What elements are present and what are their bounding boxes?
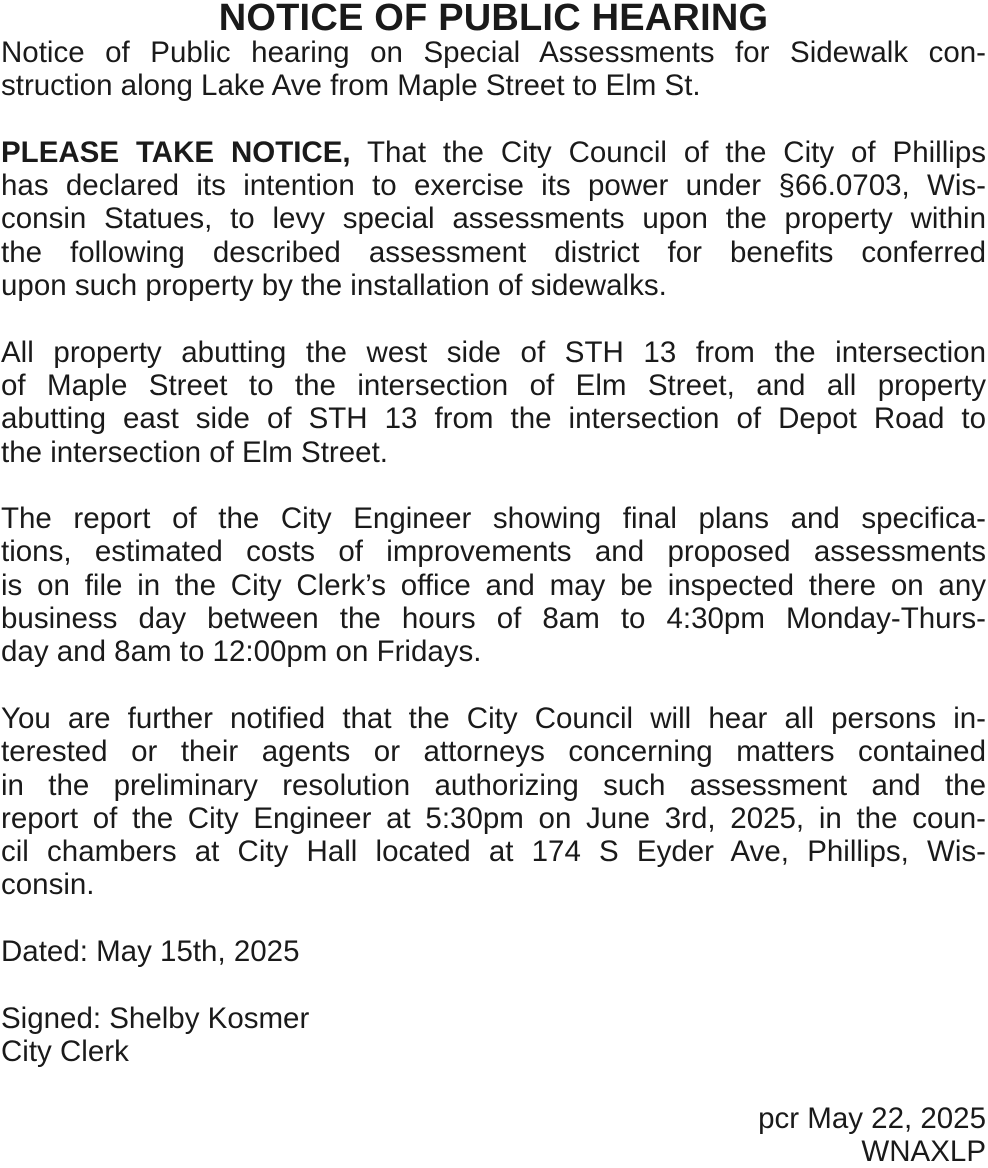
notice-line: [1, 136, 986, 169]
district-paragraph: [1, 336, 986, 469]
report-line: tions, estimated costs of improvements and proposed assessments: [1, 535, 986, 568]
hearing-line: in the preliminary resolution authorizing such assessment and the: [1, 769, 986, 802]
district-line: the intersection of Elm Street.: [1, 436, 986, 469]
paragraph-spacer: [1, 469, 986, 502]
report-line: is on file in the City Clerk’s office and may be inspected there on any: [1, 569, 986, 602]
district-line: All property abutting the west side of STH 13 from the intersection: [1, 336, 986, 369]
paragraph-spacer: [1, 103, 986, 136]
notice-line: has declared its intention to exercise its power under §66.0703, Wis-: [1, 169, 986, 202]
hearing-paragraph: [1, 702, 986, 902]
hearing-line: cil chambers at City Hall located at 174 S Eyder Ave, Phillips, Wis-: [1, 835, 986, 868]
publication-date: pcr May 22, 2025: [1, 1102, 986, 1135]
notice-line: the following described assessment district for benefits conferred: [1, 236, 986, 269]
notice-lead-rest: That the City Council of the City of Phillips: [351, 136, 986, 169]
paragraph-spacer: [1, 669, 986, 702]
signed-line: Signed: Shelby Kosmer: [1, 1002, 986, 1035]
publication-code: WNAXLP: [1, 1135, 986, 1168]
report-line: day and 8am to 12:00pm on Fridays.: [1, 635, 986, 668]
report-line: business day between the hours of 8am to 4:30pm Monday-Thurs-: [1, 602, 986, 635]
hearing-line: You are further notified that the City Council will hear all persons in-: [1, 702, 986, 735]
district-line: abutting east side of STH 13 from the intersection of Depot Road to: [1, 402, 986, 435]
notice-paragraph: [1, 136, 986, 302]
paragraph-spacer: [1, 302, 986, 335]
intro-paragraph: [1, 36, 986, 103]
hearing-line: report of the City Engineer at 5:30pm on June 3rd, 2025, in the coun-: [1, 802, 986, 835]
report-line: The report of the City Engineer showing final plans and specifica-: [1, 502, 986, 535]
notice-lead: PLEASE TAKE NOTICE,: [1, 136, 351, 169]
signature-block: [1, 1002, 986, 1069]
report-paragraph: [1, 502, 986, 668]
hearing-line: consin.: [1, 868, 986, 901]
notice-line: consin Statues, to levy special assessments upon the property within: [1, 202, 986, 235]
dated-line: Dated: May 15th, 2025: [1, 935, 986, 968]
paragraph-spacer: [1, 902, 986, 935]
hearing-line: terested or their agents or attorneys concerning matters contained: [1, 735, 986, 768]
notice-line: upon such property by the installation of sidewalks.: [1, 269, 986, 302]
paragraph-spacer: [1, 968, 986, 1001]
signer-title: City Clerk: [1, 1035, 986, 1068]
publication-info: [1, 1102, 986, 1168]
paragraph-spacer: [1, 1068, 986, 1101]
intro-line: struction along Lake Ave from Maple Street to Elm St.: [1, 69, 986, 102]
district-line: of Maple Street to the intersection of Elm Street, and all property: [1, 369, 986, 402]
notice-title: NOTICE OF PUBLIC HEARING: [1, 0, 986, 36]
intro-line: Notice of Public hearing on Special Assessments for Sidewalk con-: [1, 36, 986, 69]
